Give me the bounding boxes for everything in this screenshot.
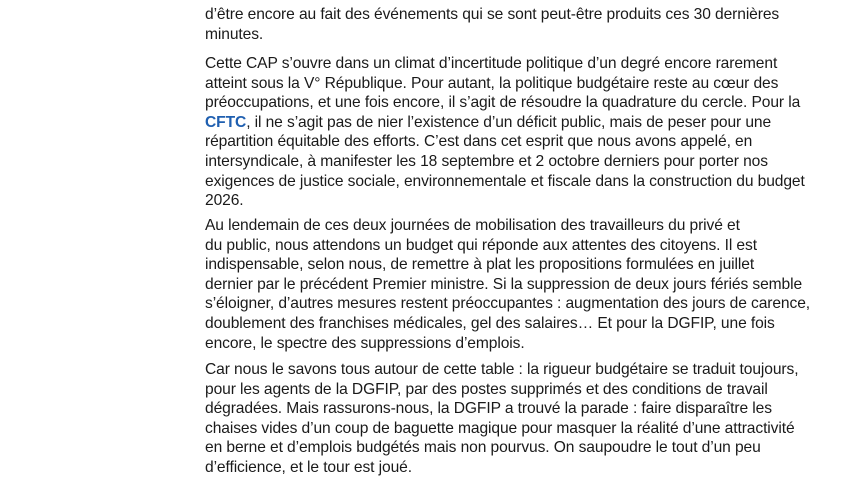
cftc-highlight: CFTC [205, 113, 247, 131]
text-line: répartition équitable des efforts. C’est dans cet esprit que nous avons appelé, en [205, 133, 753, 151]
text-line: chaises vides d’un coup de baguette magique pour masquer la réalité d’une attractivité [205, 419, 795, 437]
text-line: indispensable, selon nous, de remettre à plat les propositions formulées en juillet [205, 256, 755, 274]
text-line: minutes. [205, 25, 264, 43]
text-line: dernier par le précédent Premier ministre. Si la suppression de deux jours fériés semble [205, 275, 803, 293]
text-line: exigences de justice sociale, environnementale et fiscale dans la construction du budget [205, 172, 805, 190]
text-line: d’efficience, et le tour est joué. [205, 458, 412, 476]
text-line: du public, nous attendons un budget qui réponde aux attentes des citoyens. Il est [205, 236, 757, 254]
text-line: 2026. [205, 192, 244, 210]
text-line: encore, le spectre des suppressions d’emplois. [205, 334, 525, 352]
text-line: d’être encore au fait des événements qui se sont peut-être produits ces 30 dernières [205, 6, 780, 23]
text-line: préoccupations, et une fois encore, il s’agit de résoudre la quadrature du cercle. Pour la [205, 94, 801, 112]
text-line: Cette CAP s’ouvre dans un climat d’incertitude politique d’un degré encore rarement [205, 55, 778, 72]
text-line-cftc [205, 113, 805, 133]
paragraph-3 [205, 216, 810, 353]
text-line: intersyndicale, à manifester les 18 septembre et 2 octobre derniers pour porter nos [205, 152, 768, 170]
paragraph-4 [205, 360, 798, 478]
text-line: Car nous le savons tous autour de cette table : la rigueur budgétaire se traduit toujours, [205, 361, 799, 378]
text-line: atteint sous la V° République. Pour autant, la politique budgétaire reste au cœur des [205, 74, 779, 92]
text-line: en berne et d’emplois budgétés mais non pourvus. On saupoudre le tout d’un peu [205, 439, 761, 457]
text-line: s’éloigner, d’autres mesures restent préoccupantes : augmentation des jours de carence, [205, 295, 811, 313]
text-line: dégradées. Mais rassurons-nous, la DGFIP a trouvé la parade : faire disparaître les [205, 400, 772, 418]
text-line: doublement des franchises médicales, gel des salaires… Et pour la DGFIP, une fois [205, 314, 775, 332]
text-line: Au lendemain de ces deux journées de mobilisation des travailleurs du privé et [205, 217, 740, 234]
text-fragment: , il ne s’agit pas de nier l’existence d’un déficit public, mais de peser pour une [246, 113, 772, 131]
paragraph-2 [205, 54, 805, 211]
text-line: pour les agents de la DGFIP, par des postes supprimés et des conditions de travail [205, 380, 768, 398]
paragraph-1 [205, 5, 779, 44]
